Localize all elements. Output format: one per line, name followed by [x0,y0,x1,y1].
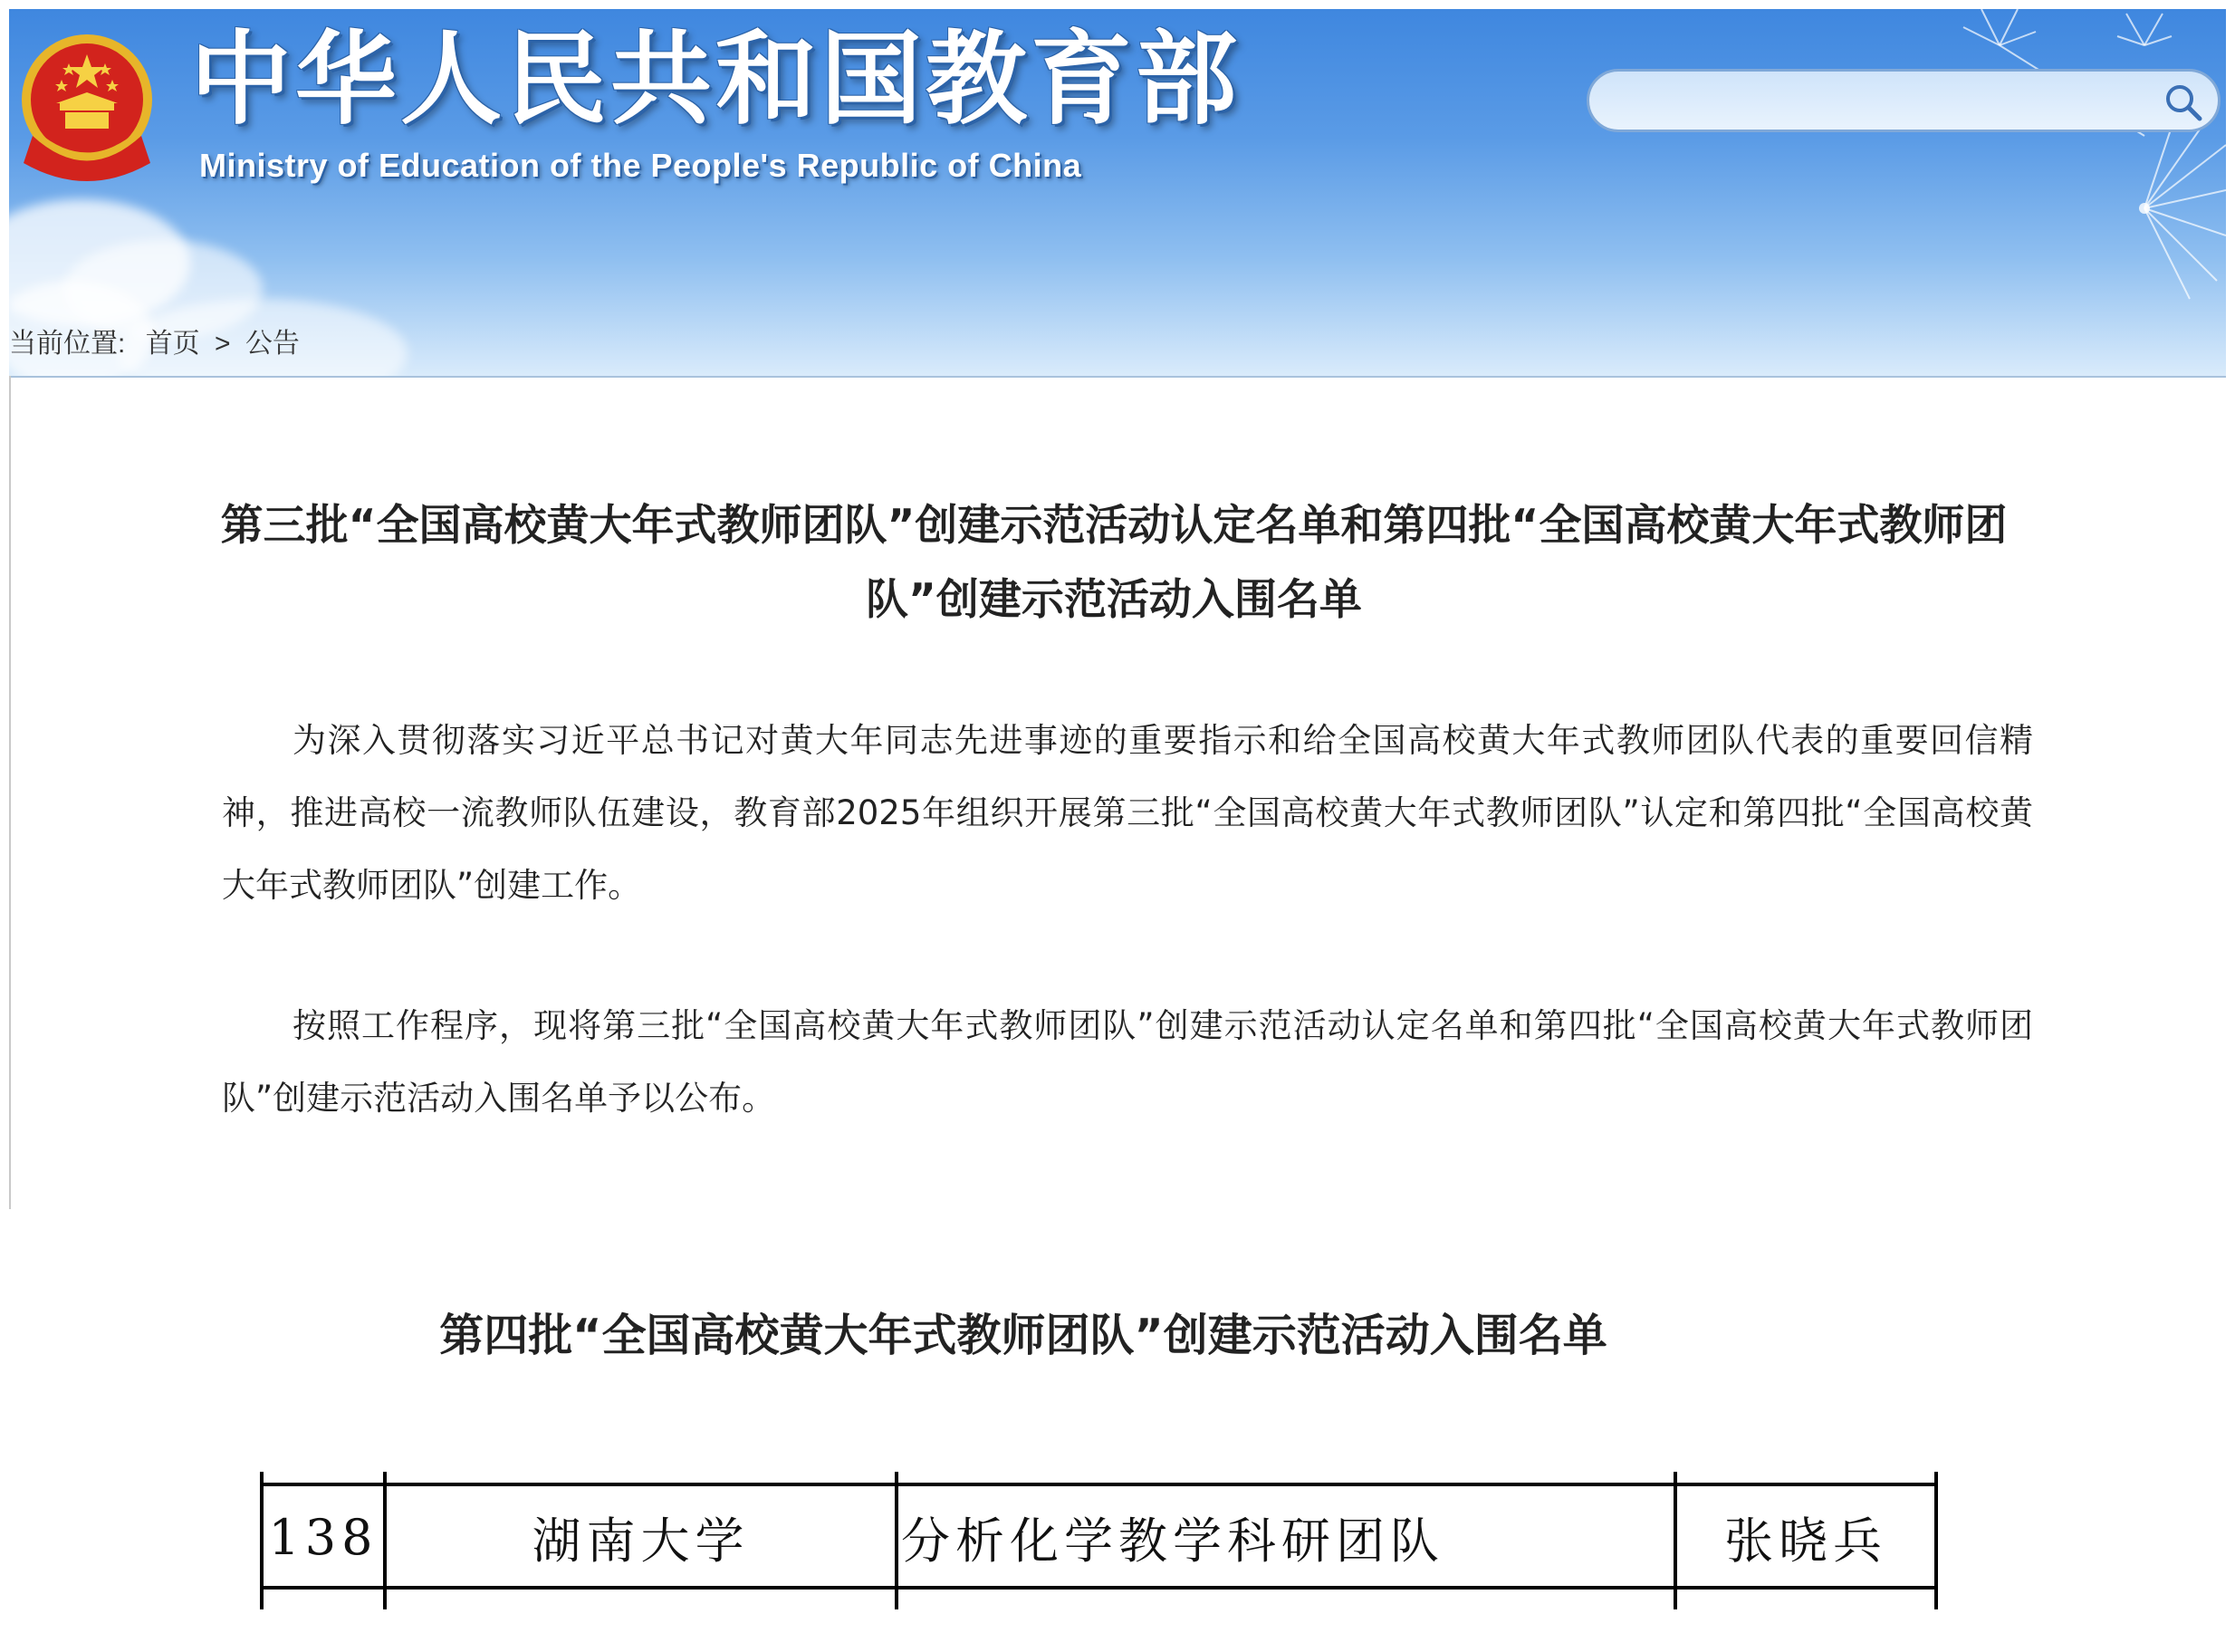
list-table [260,1472,1938,1609]
table-border [1934,1472,1938,1609]
table-cell-school: 湖南大学 [532,1512,750,1570]
search-icon[interactable] [2162,81,2205,124]
article-title: 第三批“全国高校黄大年式教师团队”创建示范活动认定名单和第四批“全国高校黄大年式教师团队”创建示范活动入围名单 [220,501,2008,625]
table-cell-no: 138 [268,1508,379,1566]
table-border [895,1472,898,1609]
article-paragraph: 为深入贯彻落实习近平总书记对黄大年同志先进事迹的重要指示和给全国高校黄大年式教师团队代表的重要回信精神，推进高校一流教师队伍建设，教育部2025年组织开展第三批“全国高校黄大年式教师团队”认定和第四批“全国高校黄大年式教师团队”创建工作。 [222,721,2033,905]
table-border [260,1483,1938,1486]
breadcrumb-separator: > [215,329,231,359]
dandelion-decoration [1846,9,2226,376]
breadcrumb-label: 当前位置: [9,329,126,359]
table-cell-leader: 张晓兵 [1724,1512,1887,1570]
breadcrumb-item-notice[interactable]: 公告 [245,329,300,359]
national-emblem-icon [14,27,159,181]
header-banner [9,9,2226,378]
table-cell-team: 分析化学教学科研团队 [901,1512,1444,1570]
list-title: 第四批“全国高校黄大年式教师团队”创建示范活动入围名单 [439,1310,1607,1361]
search-input[interactable] [1587,69,2221,132]
content-border [9,376,11,1209]
breadcrumb [9,321,300,360]
breadcrumb-item-home[interactable]: 首页 [145,329,200,359]
site-subtitle: Ministry of Education of the People's Republic of China [199,147,1082,184]
site-title[interactable]: 中华人民共和国教育部 [190,20,1241,139]
table-border [260,1586,1938,1590]
article-paragraph: 按照工作程序，现将第三批“全国高校黄大年式教师团队”创建示范活动认定名单和第四批“全国高校黄大年式教师团队”创建示范活动入围名单予以公布。 [222,1006,2033,1118]
